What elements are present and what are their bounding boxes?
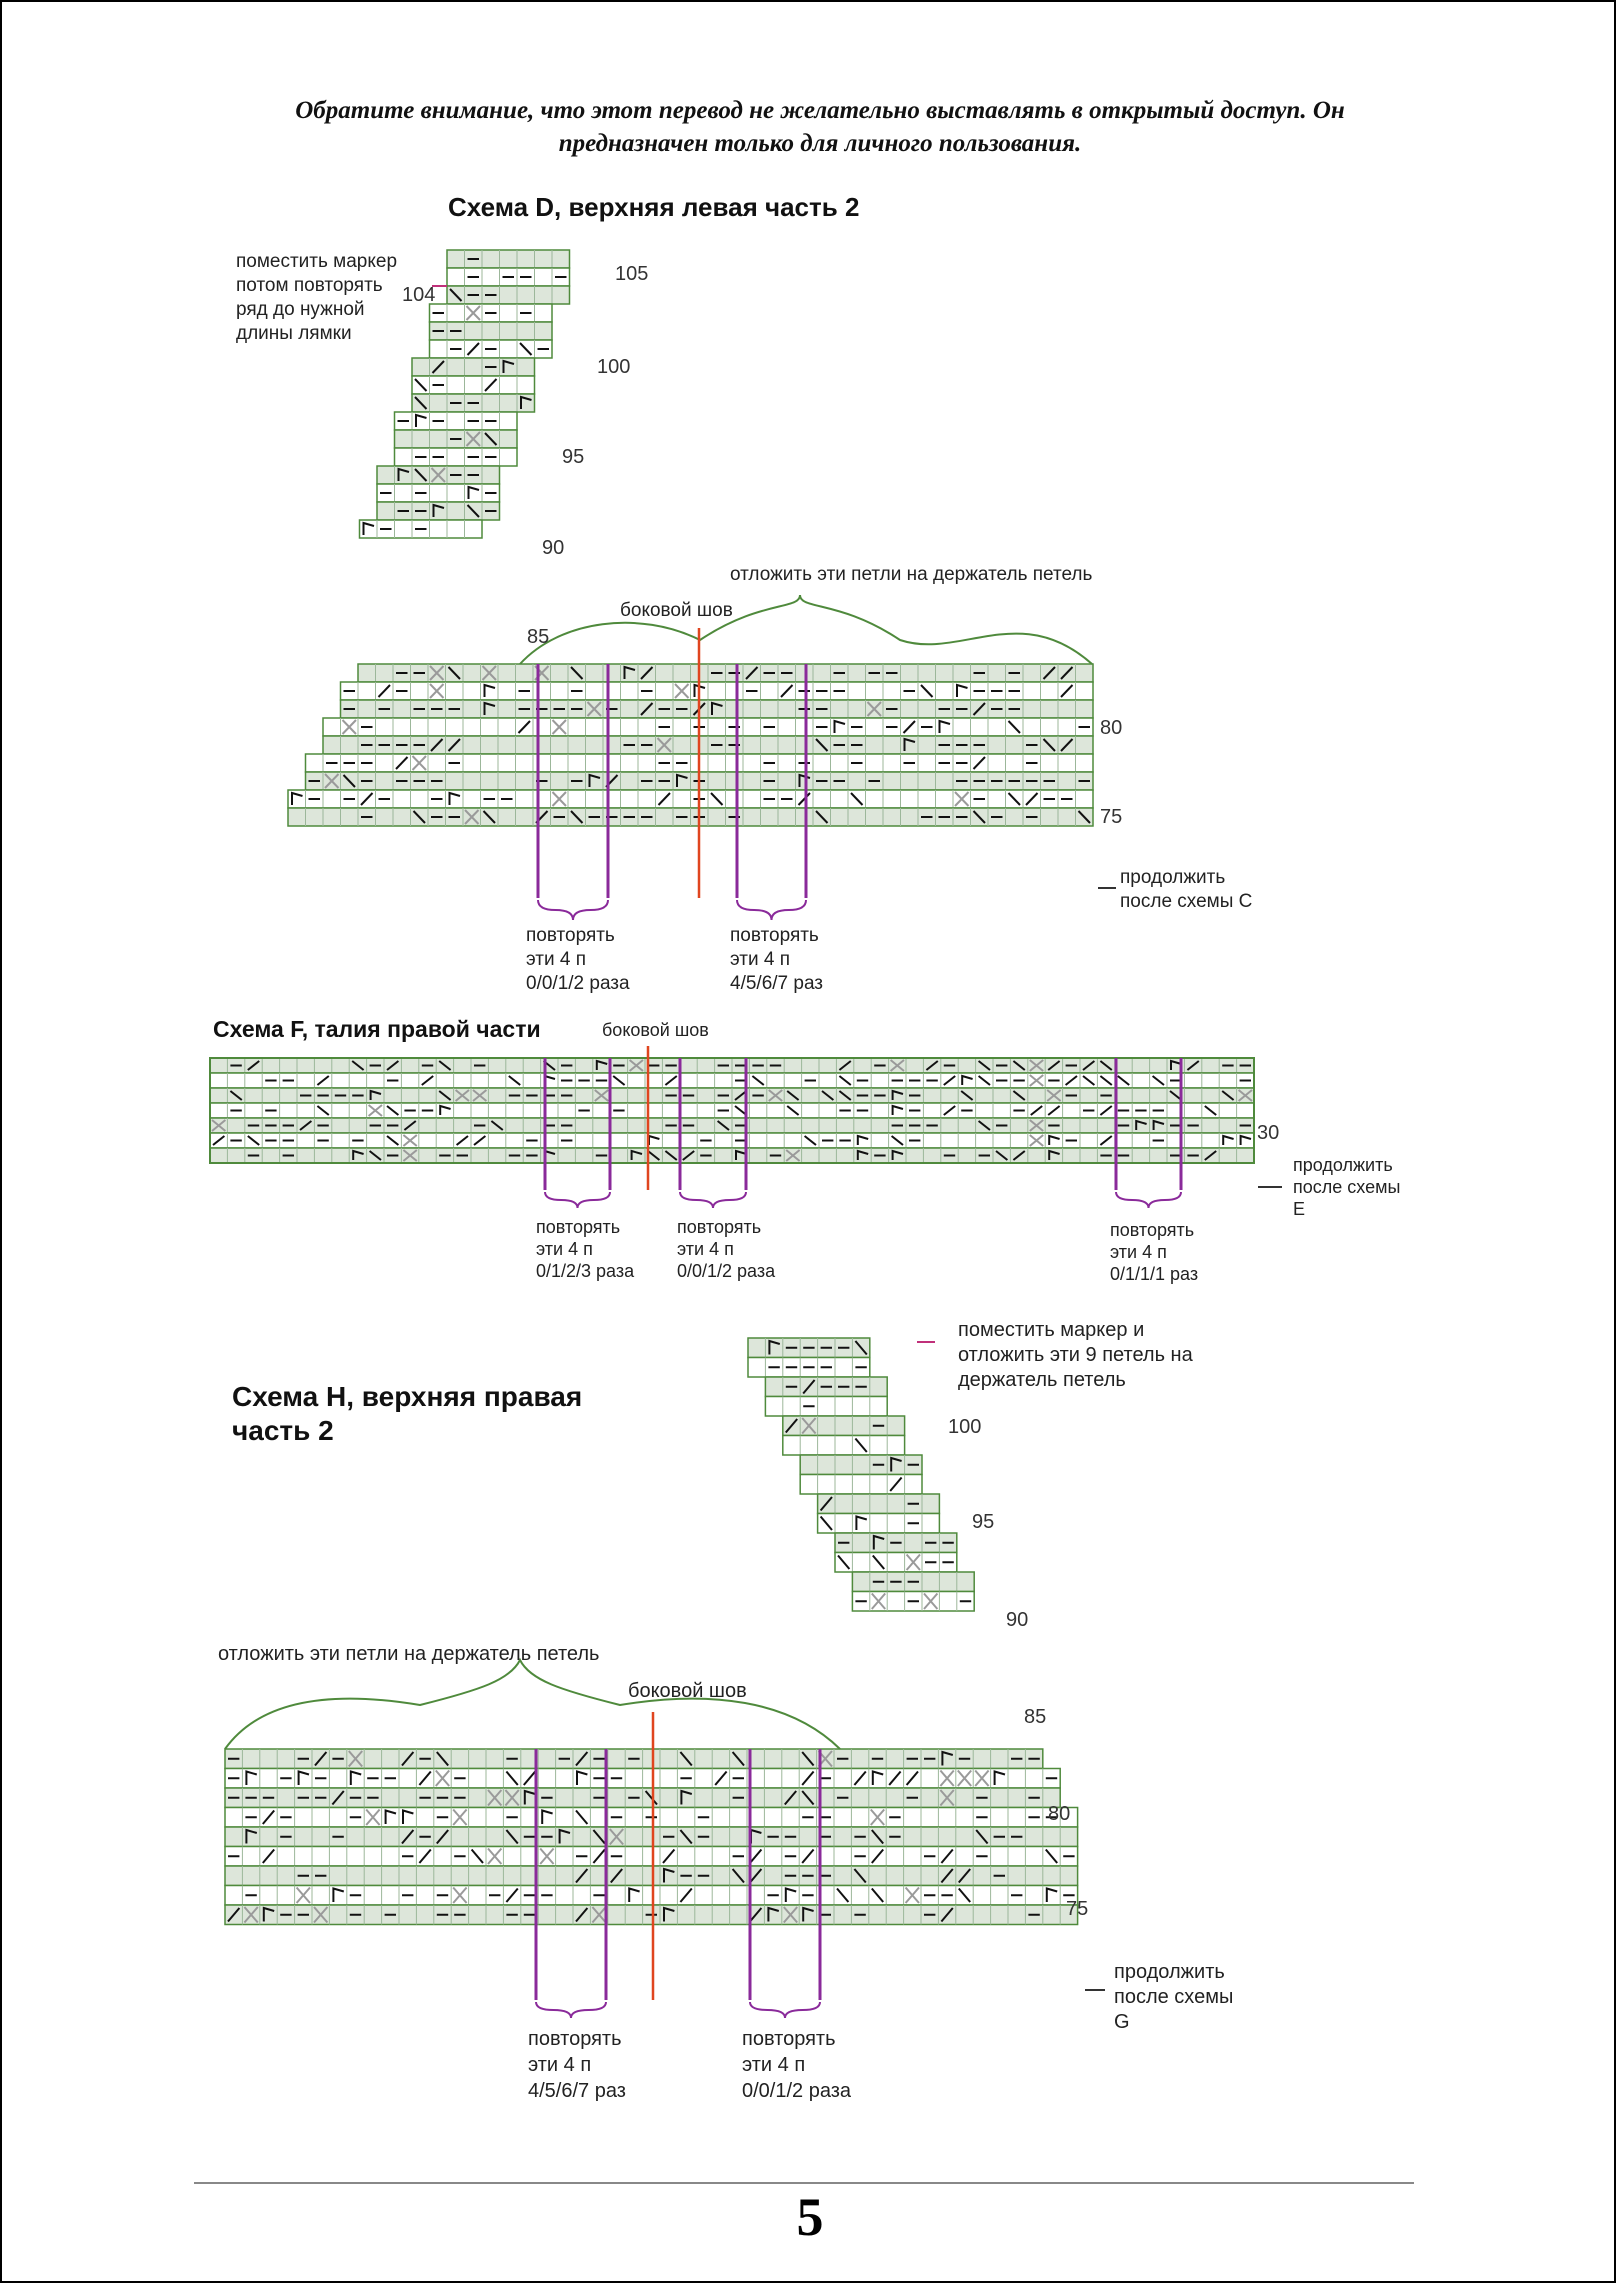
chart-h-row (818, 1514, 940, 1534)
repeat-line: 4/5/6/7 раз (730, 973, 824, 994)
repeat-line: эти 4 п (528, 2054, 592, 2076)
repeat-line: повторять (1110, 1220, 1195, 1240)
chart-h-row-number: 90 (1006, 1609, 1029, 1631)
chart-d-row (395, 448, 518, 466)
chart-h-row (783, 1416, 905, 1436)
notice-line-2: предназначен только для личного пользования. (558, 130, 1082, 157)
repeat-line: 0/1/1/1 раз (1110, 1264, 1199, 1284)
repeat-line: эти 4 п (677, 1239, 734, 1259)
repeat-line: 0/0/1/2 раза (526, 973, 630, 994)
chart-d-row-104: 104 (402, 284, 436, 306)
chart-h-marker-note-line: поместить маркер и (958, 1319, 1145, 1341)
chart-h-row-number: 85 (1024, 1706, 1047, 1728)
chart-h-repeat-brace (750, 2002, 820, 2018)
chart-h-row (800, 1455, 922, 1475)
chart-d-marker-note-line: ряд до нужной (236, 299, 365, 320)
chart-d-holder-brace (520, 595, 1092, 664)
repeat-line: повторять (742, 2028, 836, 2050)
repeat-line: повторять (526, 925, 615, 946)
repeat-line: эти 4 п (742, 2054, 806, 2076)
chart-f-repeat-3-label (1110, 1219, 1198, 1285)
chart-d-marker-note (236, 250, 397, 346)
chart-f-repeat-2-label (677, 1216, 775, 1282)
repeat-line: повторять (677, 1217, 762, 1237)
chart-h-marker-note-line: держатель петель (958, 1369, 1126, 1391)
chart-h-continue-label (1114, 1960, 1233, 2035)
chart-d-row-number: 95 (562, 446, 585, 468)
chart-h-row (765, 1397, 887, 1417)
chart-f-continue-line: Е (1293, 1199, 1306, 1219)
footer-divider (194, 2182, 1414, 2184)
chart-h-row (800, 1475, 922, 1495)
chart-h-marker-note (958, 1318, 1193, 1393)
chart-f-continue-line: продолжить (1293, 1155, 1393, 1175)
chart-h-row (835, 1553, 957, 1573)
chart-d-side-seam-label: боковой шов (620, 600, 733, 621)
chart-h-repeat-right-label (742, 2026, 851, 2104)
chart-d-row-number: 100 (597, 356, 631, 378)
repeat-line: 0/0/1/2 раза (742, 2080, 852, 2102)
chart-h-continue-line: после схемы (1114, 1986, 1234, 2008)
repeat-line: 0/1/2/3 раза (536, 1261, 635, 1281)
repeat-line: эти 4 п (730, 949, 791, 970)
chart-h-marker-note-line: отложить эти 9 петель на (958, 1344, 1193, 1366)
chart-f-row-number: 30 (1257, 1122, 1280, 1144)
repeat-line: эти 4 п (1110, 1242, 1167, 1262)
chart-h-lower-row (225, 1866, 1078, 1886)
repeat-line: повторять (536, 1217, 621, 1237)
chart-d-row-number: 85 (527, 626, 550, 648)
chart-d-row-number: 75 (1100, 806, 1123, 828)
chart-h-row-number: 100 (948, 1416, 982, 1438)
chart-d-row (377, 484, 500, 502)
chart-f-repeat-brace (1116, 1192, 1181, 1208)
chart-d-continue-line: продолжить (1120, 867, 1226, 888)
chart-d-title: Схема D, верхняя левая часть 2 (448, 192, 860, 222)
chart-d-repeat-brace (737, 900, 806, 920)
chart-h-row (783, 1436, 905, 1456)
chart-d-marker-note-line: потом повторять (236, 275, 383, 296)
repeat-line: повторять (730, 925, 819, 946)
chart-d-row (412, 376, 535, 394)
chart-h-lower-row (225, 1847, 1078, 1867)
chart-f-repeat-brace (545, 1192, 610, 1208)
notice-line-1: Обратите внимание, что этот перевод не желательно выставлять в открытый доступ. Он (295, 97, 1345, 124)
chart-d-repeat-brace (538, 900, 608, 920)
chart-h-continue-line: G (1114, 2011, 1130, 2033)
chart-h-title-line: часть 2 (232, 1415, 334, 1446)
chart-h-title (232, 1380, 582, 1448)
chart-h-repeat-brace (536, 2002, 606, 2018)
chart-h-holder-brace (225, 1660, 840, 1749)
chart-f-repeat-1-label (536, 1216, 634, 1282)
chart-d-row-number: 90 (542, 537, 565, 559)
chart-h-lower-row (225, 1827, 1078, 1847)
chart-d-repeat-right-label (730, 924, 823, 996)
chart-d-row (377, 502, 500, 520)
chart-h-repeat-left-label (528, 2026, 626, 2104)
chart-d-holder-label: отложить эти петли на держатель петель (730, 564, 1093, 585)
chart-h-row-number: 80 (1048, 1803, 1071, 1825)
chart-d-row (447, 250, 570, 268)
chart-h-row (818, 1494, 940, 1514)
chart-d-continue-label (1120, 866, 1252, 914)
chart-d-marker-note-line: поместить маркер (236, 251, 398, 272)
chart-d-row (447, 286, 570, 304)
chart-d-row (412, 358, 535, 376)
chart-d-marker-note-line: длины лямки (236, 323, 352, 344)
chart-f-side-seam-label: боковой шов (602, 1020, 709, 1040)
repeat-line: эти 4 п (536, 1239, 593, 1259)
chart-f-continue-line: после схемы (1293, 1177, 1401, 1197)
repeat-line: 0/0/1/2 раза (677, 1261, 776, 1281)
chart-h-row-number: 95 (972, 1511, 995, 1533)
chart-d-row (430, 322, 553, 340)
chart-d-row-number: 80 (1100, 717, 1123, 739)
chart-f-continue-label (1293, 1154, 1400, 1220)
chart-h-side-seam-label: боковой шов (628, 1680, 747, 1702)
chart-h-continue-line: продолжить (1114, 1961, 1225, 1983)
repeat-line: эти 4 п (526, 949, 587, 970)
chart-d-row (395, 412, 518, 430)
chart-d-row-number: 105 (615, 263, 649, 285)
chart-f-title: Схема F, талия правой части (213, 1016, 541, 1042)
chart-d-continue-line: после схемы С (1120, 891, 1253, 912)
repeat-line: повторять (528, 2028, 622, 2050)
chart-f-repeat-brace (680, 1192, 746, 1208)
chart-h-row-number: 75 (1066, 1898, 1089, 1920)
repeat-line: 4/5/6/7 раз (528, 2080, 626, 2102)
chart-h-title-line: Схема Н, верхняя правая (232, 1381, 583, 1412)
chart-h-holder-label: отложить эти петли на держатель петель (218, 1643, 600, 1665)
chart-d-repeat-left-label (526, 924, 630, 996)
page-number: 5 (796, 2187, 824, 2247)
